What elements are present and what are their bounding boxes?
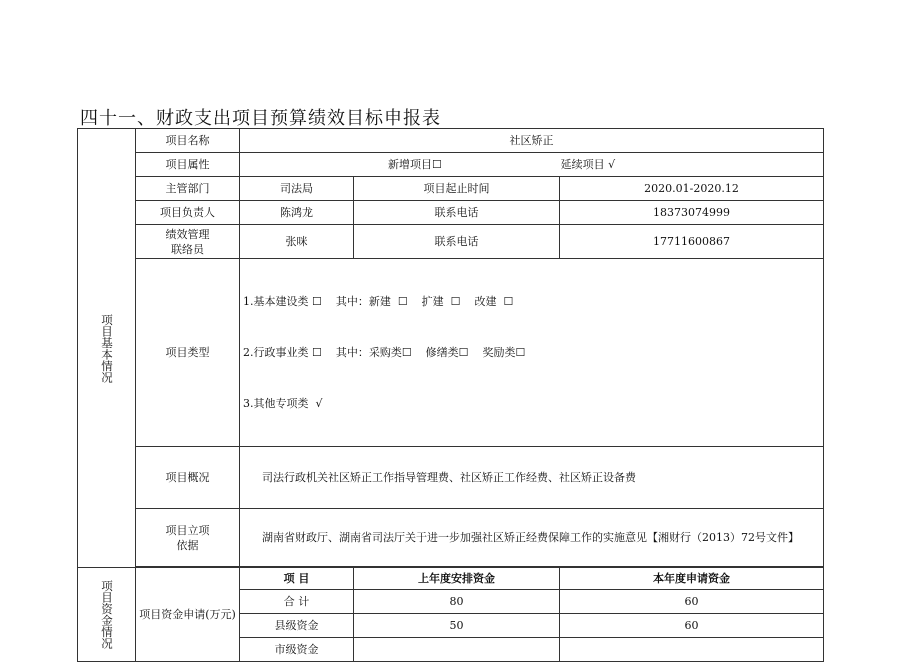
fund-apply-label: 项目资金申请(万元) bbox=[136, 568, 240, 662]
contact-label bbox=[136, 225, 240, 259]
fund-row-this bbox=[560, 638, 824, 662]
row-manager bbox=[78, 201, 824, 225]
fund-row-last bbox=[354, 638, 560, 662]
contact-phone-value: 17711600867 bbox=[560, 225, 824, 259]
fund-row-item: 县级资金 bbox=[240, 614, 354, 638]
project-attr-value bbox=[240, 153, 824, 177]
period-value: 2020.01-2020.12 bbox=[560, 177, 824, 201]
manager-value: 陈鸿龙 bbox=[240, 201, 354, 225]
contact-value: 张咪 bbox=[240, 225, 354, 259]
dept-value: 司法局 bbox=[240, 177, 354, 201]
fund-header-this-year: 本年度申请资金 bbox=[560, 568, 824, 590]
fund-row-item: 市级资金 bbox=[240, 638, 354, 662]
dept-label: 主管部门 bbox=[136, 177, 240, 201]
row-overview bbox=[78, 447, 824, 509]
fund-row-item: 合 计 bbox=[240, 590, 354, 614]
overview-value: 司法行政机关社区矫正工作指导管理费、社区矫正工作经费、社区矫正设备费 bbox=[240, 447, 824, 509]
period-label: 项目起止时间 bbox=[354, 177, 560, 201]
manager-phone-value: 18373074999 bbox=[560, 201, 824, 225]
attr-continue-checkbox: 延续项目 √ bbox=[560, 158, 616, 171]
basis-label bbox=[136, 509, 240, 567]
overview-label: 项目概况 bbox=[136, 447, 240, 509]
fund-row-this: 60 bbox=[560, 614, 824, 638]
budget-form-table bbox=[77, 128, 824, 662]
project-name-value: 社区矫正 bbox=[240, 129, 824, 153]
fund-header-last-year: 上年度安排资金 bbox=[354, 568, 560, 590]
row-dept bbox=[78, 177, 824, 201]
fund-header-item: 项 目 bbox=[240, 568, 354, 590]
type-option-administrative: 2.行政事业类 ☐ 其中：采购类☐ 修缮类☐ 奖励类☐ bbox=[243, 346, 526, 359]
project-type-label: 项目类型 bbox=[136, 259, 240, 447]
section-fund-info-label: 项目资金情况 bbox=[100, 580, 114, 649]
row-project-attr bbox=[78, 153, 824, 177]
basis-label-line1: 项目立项 bbox=[165, 523, 210, 537]
project-attr-label: 项目属性 bbox=[136, 153, 240, 177]
type-option-special: 3.其他专项类 √ bbox=[243, 397, 323, 410]
fund-row-last: 50 bbox=[354, 614, 560, 638]
fund-row-this: 60 bbox=[560, 590, 824, 614]
basis-value: 湖南省财政厅、湖南省司法厅关于进一步加强社区矫正经费保障工作的实施意见【湘财行（2013）72号文件】 bbox=[240, 509, 824, 567]
manager-phone-label: 联系电话 bbox=[354, 201, 560, 225]
row-basis bbox=[78, 509, 824, 567]
row-project-name bbox=[78, 129, 824, 153]
project-name-label: 项目名称 bbox=[136, 129, 240, 153]
page-title: 四十一、财政支出项目预算绩效目标申报表 bbox=[80, 108, 441, 129]
row-project-type bbox=[78, 259, 824, 447]
contact-label-line1: 绩效管理 bbox=[165, 227, 210, 241]
section-basic-info bbox=[78, 129, 136, 568]
attr-new-checkbox: 新增项目☐ bbox=[387, 158, 442, 171]
fund-row-last: 80 bbox=[354, 590, 560, 614]
row-contact bbox=[78, 225, 824, 259]
section-fund-info bbox=[78, 568, 136, 662]
section-basic-info-label: 项目基本情况 bbox=[100, 313, 114, 383]
contact-label-line2: 联络员 bbox=[171, 242, 204, 256]
basis-label-line2: 依据 bbox=[176, 538, 199, 552]
project-type-options bbox=[240, 259, 824, 447]
type-option-construction: 1.基本建设类 ☐ 其中：新建 ☐ 扩建 ☐ 改建 ☐ bbox=[243, 295, 514, 308]
row-fund-header bbox=[78, 568, 824, 590]
manager-label: 项目负责人 bbox=[136, 201, 240, 225]
contact-phone-label: 联系电话 bbox=[354, 225, 560, 259]
